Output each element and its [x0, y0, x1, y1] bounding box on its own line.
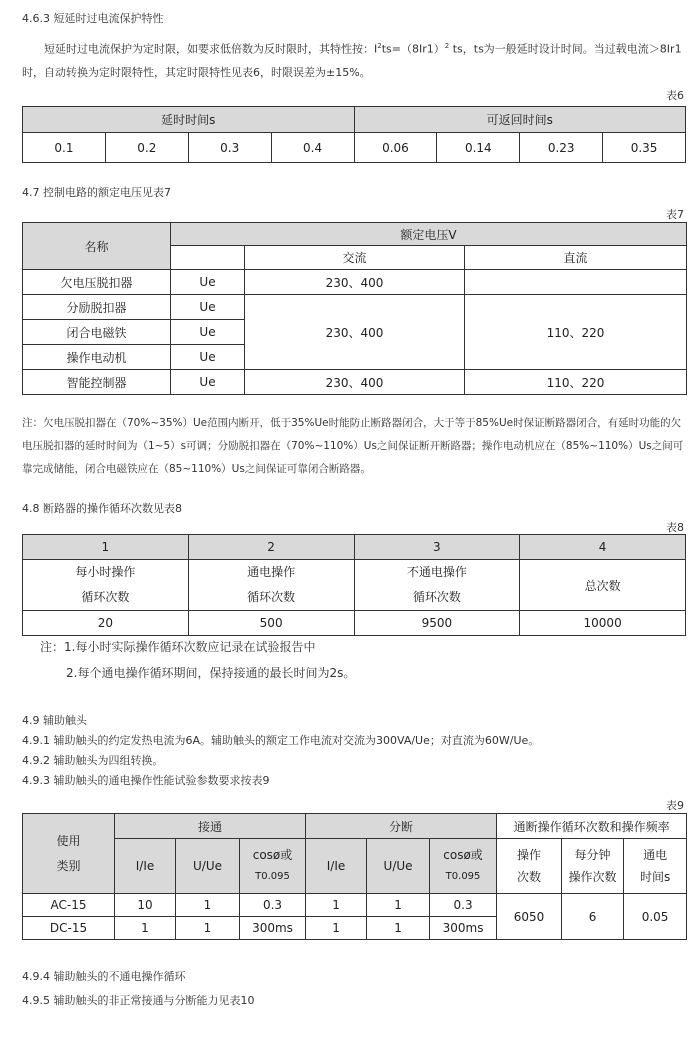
line-4-9-5: 4.9.5 辅助触头的非正常接通与分断能力见表10 — [22, 994, 255, 1007]
row-dc — [465, 270, 687, 295]
row-value: 300ms — [430, 917, 497, 940]
desc-superscript: 2 — [377, 42, 382, 50]
sub-line: cosø或 — [443, 848, 483, 862]
sub-line: 操作 — [517, 848, 542, 862]
label-line: 循环次数 — [247, 590, 296, 604]
label-cell — [23, 560, 189, 611]
table-8-caption: 表8 — [666, 521, 684, 534]
sub-ops — [497, 839, 562, 894]
row-ac: 230、400 — [245, 270, 465, 295]
sub-i-ie: I/Ie — [115, 839, 176, 894]
desc-part: ts，ts为一般延时设计时间。当过载电流＞8Ir1时，自动转换为定时限特性，其定时限特性见表6，时限误差为±15%。 — [22, 42, 682, 79]
row-ue: Ue — [171, 295, 245, 320]
sub-on-time — [624, 839, 687, 894]
row-value: 0.3 — [240, 894, 306, 917]
row-name: 智能控制器 — [23, 370, 171, 395]
desc-part: ts=（8Ir1） — [381, 42, 445, 56]
row-value: 0.3 — [430, 894, 497, 917]
header-name: 名称 — [23, 223, 171, 270]
value-cell: 20 — [23, 611, 189, 636]
table-8-note-2: 2.每个通电操作循环期间，保持接通的最长时间为2s。 — [66, 666, 356, 680]
row-ue: Ue — [171, 345, 245, 370]
header-cycles: 通断操作循环次数和操作频率 — [497, 814, 687, 839]
table-6-caption: 表6 — [666, 89, 684, 102]
sub-line: T0.095 — [445, 871, 481, 882]
section-heading-4-6-3: 4.6.3 短延时过电流保护特性 — [22, 12, 164, 25]
label-line: 每小时操作 — [75, 565, 136, 579]
row-value: 300ms — [240, 917, 306, 940]
sub-cos — [430, 839, 497, 894]
section-heading-4-7: 4.7 控制电路的额定电压见表7 — [22, 186, 171, 199]
table-9 — [22, 813, 687, 940]
header-make: 接通 — [115, 814, 306, 839]
label-line: 通电操作 — [247, 565, 296, 579]
header-use-category — [23, 814, 115, 894]
row-ac: 230、400 — [245, 370, 465, 395]
line-4-9-3: 4.9.3 辅助触头的通电操作性能试验参数要求按表9 — [22, 774, 270, 787]
delay-value: 0.2 — [105, 133, 188, 163]
blank-cell — [171, 246, 245, 270]
line-4-9-2: 4.9.2 辅助触头为四组转换。 — [22, 754, 164, 767]
row-value: 1 — [367, 894, 430, 917]
table-8 — [22, 534, 686, 636]
sub-line: 操作次数 — [568, 870, 617, 884]
value-cell: 10000 — [520, 611, 686, 636]
value-cell: 9500 — [354, 611, 520, 636]
row-value: 1 — [176, 917, 240, 940]
table-6 — [22, 106, 686, 163]
label-cell: 总次数 — [520, 560, 686, 611]
sub-i-ie: I/Ie — [306, 839, 367, 894]
sub-line: 通电 — [643, 848, 668, 862]
row-name: 闭合电磁铁 — [23, 320, 171, 345]
ops-count: 6050 — [497, 894, 562, 940]
header-rated-voltage: 额定电压V — [171, 223, 687, 246]
row-name: 欠电压脱扣器 — [23, 270, 171, 295]
row-value: 10 — [115, 894, 176, 917]
label-line: 不通电操作 — [406, 565, 467, 579]
table-7 — [22, 222, 687, 395]
on-time: 0.05 — [624, 894, 687, 940]
row-category: DC-15 — [23, 917, 115, 940]
sub-line: T0.095 — [255, 871, 290, 882]
header-dc: 直流 — [465, 246, 687, 270]
sub-line: 次数 — [517, 870, 542, 884]
short-delay-description — [22, 35, 688, 84]
row-value: 1 — [306, 894, 367, 917]
row-name: 操作电动机 — [23, 345, 171, 370]
row-category: AC-15 — [23, 894, 115, 917]
label-line: 循环次数 — [412, 590, 461, 604]
header-col-num: 4 — [520, 535, 686, 560]
row-value: 1 — [115, 917, 176, 940]
return-value: 0.14 — [437, 133, 520, 163]
row-value: 1 — [367, 917, 430, 940]
delay-value: 0.3 — [188, 133, 271, 163]
sub-per-min — [562, 839, 624, 894]
return-value: 0.23 — [520, 133, 603, 163]
header-line: 使用 — [56, 833, 81, 848]
return-value: 0.35 — [603, 133, 686, 163]
desc-part: 短延时过电流保护为定时限，如要求低倍数为反时限时，其特性按：I — [44, 42, 378, 56]
sub-line: 时间s — [639, 870, 671, 884]
row-ue: Ue — [171, 270, 245, 295]
sub-line: 每分钟 — [574, 848, 611, 862]
merged-dc: 110、220 — [465, 295, 687, 370]
label-cell — [354, 560, 520, 611]
row-value: 1 — [306, 917, 367, 940]
sub-cos — [240, 839, 306, 894]
header-break: 分断 — [306, 814, 497, 839]
row-value: 1 — [176, 894, 240, 917]
sub-u-ue: U/Ue — [367, 839, 430, 894]
delay-value: 0.1 — [23, 133, 106, 163]
desc-superscript: 2 — [444, 42, 450, 50]
label-line: 循环次数 — [81, 590, 130, 604]
sub-u-ue: U/Ue — [176, 839, 240, 894]
delay-value: 0.4 — [271, 133, 354, 163]
section-heading-4-9: 4.9 辅助触头 — [22, 714, 87, 727]
table-9-caption: 表9 — [666, 799, 684, 812]
ops-per-minute: 6 — [562, 894, 624, 940]
value-cell: 500 — [188, 611, 354, 636]
section-heading-4-8: 4.8 断路器的操作循环次数见表8 — [22, 502, 182, 515]
table-7-caption: 表7 — [666, 208, 684, 221]
line-4-9-1: 4.9.1 辅助触头的约定发热电流为6A。辅助触头的额定工作电流对交流为300VA/Ue；对直流为60W/Ue。 — [22, 734, 540, 747]
table-8-note-1: 注：1.每小时实际操作循环次数应记录在试验报告中 — [40, 640, 316, 654]
sub-line: cosø或 — [252, 848, 293, 862]
header-col-num: 3 — [354, 535, 520, 560]
row-name: 分励脱扣器 — [23, 295, 171, 320]
header-line: 类别 — [56, 858, 81, 873]
line-4-9-4: 4.9.4 辅助触头的不通电操作循环 — [22, 970, 186, 983]
return-value: 0.06 — [354, 133, 437, 163]
row-dc: 110、220 — [465, 370, 687, 395]
header-col-num: 1 — [23, 535, 189, 560]
header-ac: 交流 — [245, 246, 465, 270]
header-delay-time: 延时时间s — [23, 107, 355, 133]
row-ue: Ue — [171, 370, 245, 395]
table-7-note: 注：欠电压脱扣器在（70%~35%）Ue范围内断开，低于35%Ue时能防止断路器闭合，大于等于85%Ue时保证断路器闭合，有延时功能的欠电压脱扣器的延时时间为（1~5）s可调；分励脱扣器在（70%~110%）Us之间保证断开断路器；操作电动机应在（85%~110%）Us之间可靠完成储能，闭合电磁铁应在（85~110%）Us之间保证可靠闭合断路器。 — [22, 417, 684, 475]
label-cell — [188, 560, 354, 611]
header-return-time: 可返回时间s — [354, 107, 686, 133]
header-col-num: 2 — [188, 535, 354, 560]
merged-ac: 230、400 — [245, 295, 465, 370]
row-ue: Ue — [171, 320, 245, 345]
